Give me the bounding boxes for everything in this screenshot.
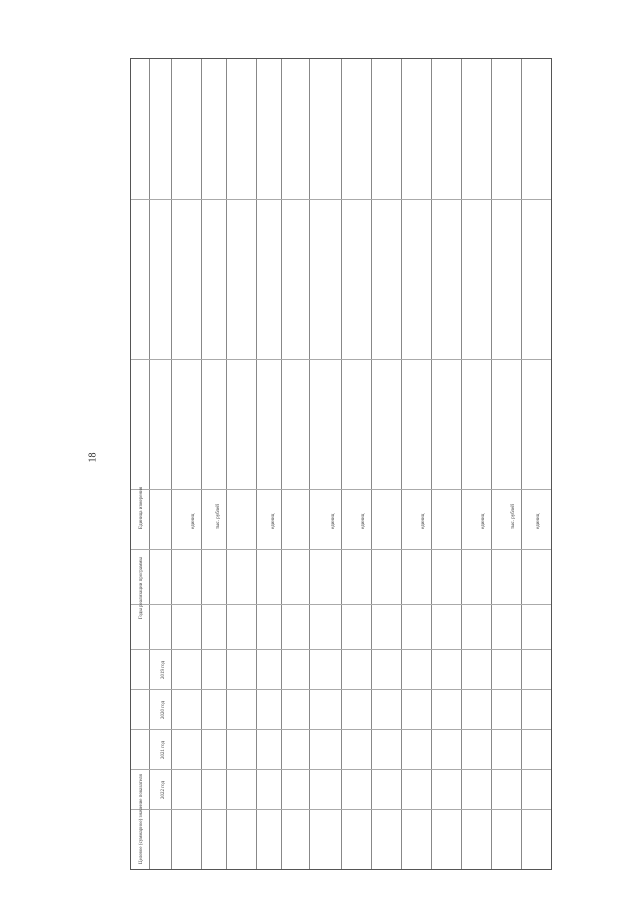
- year-label: 2022 год: [161, 780, 166, 799]
- unit-cell: единиц: [421, 513, 426, 529]
- unit-cell: единиц: [536, 513, 541, 529]
- unit-cell: тыс. рублей: [216, 504, 221, 529]
- unit-cell: единиц: [271, 513, 276, 529]
- unit-cell: единиц: [361, 513, 366, 529]
- year-label: 2020 год: [161, 700, 166, 719]
- header-group-label: Годы реализации программы: [139, 557, 144, 619]
- unit-cell: единиц: [481, 513, 486, 529]
- unit-cell: тыс. рублей: [511, 504, 516, 529]
- year-label: 2021 год: [161, 740, 166, 759]
- header-unit-label: Единица измерения: [139, 486, 144, 529]
- document-table: [130, 58, 552, 870]
- year-label: 2019 год: [161, 660, 166, 679]
- unit-cell: единиц: [191, 513, 196, 529]
- unit-cell: единиц: [331, 513, 336, 529]
- page-number: 18: [87, 452, 99, 463]
- header-total-label: Целевое (суммарное) значение показателя: [139, 774, 144, 864]
